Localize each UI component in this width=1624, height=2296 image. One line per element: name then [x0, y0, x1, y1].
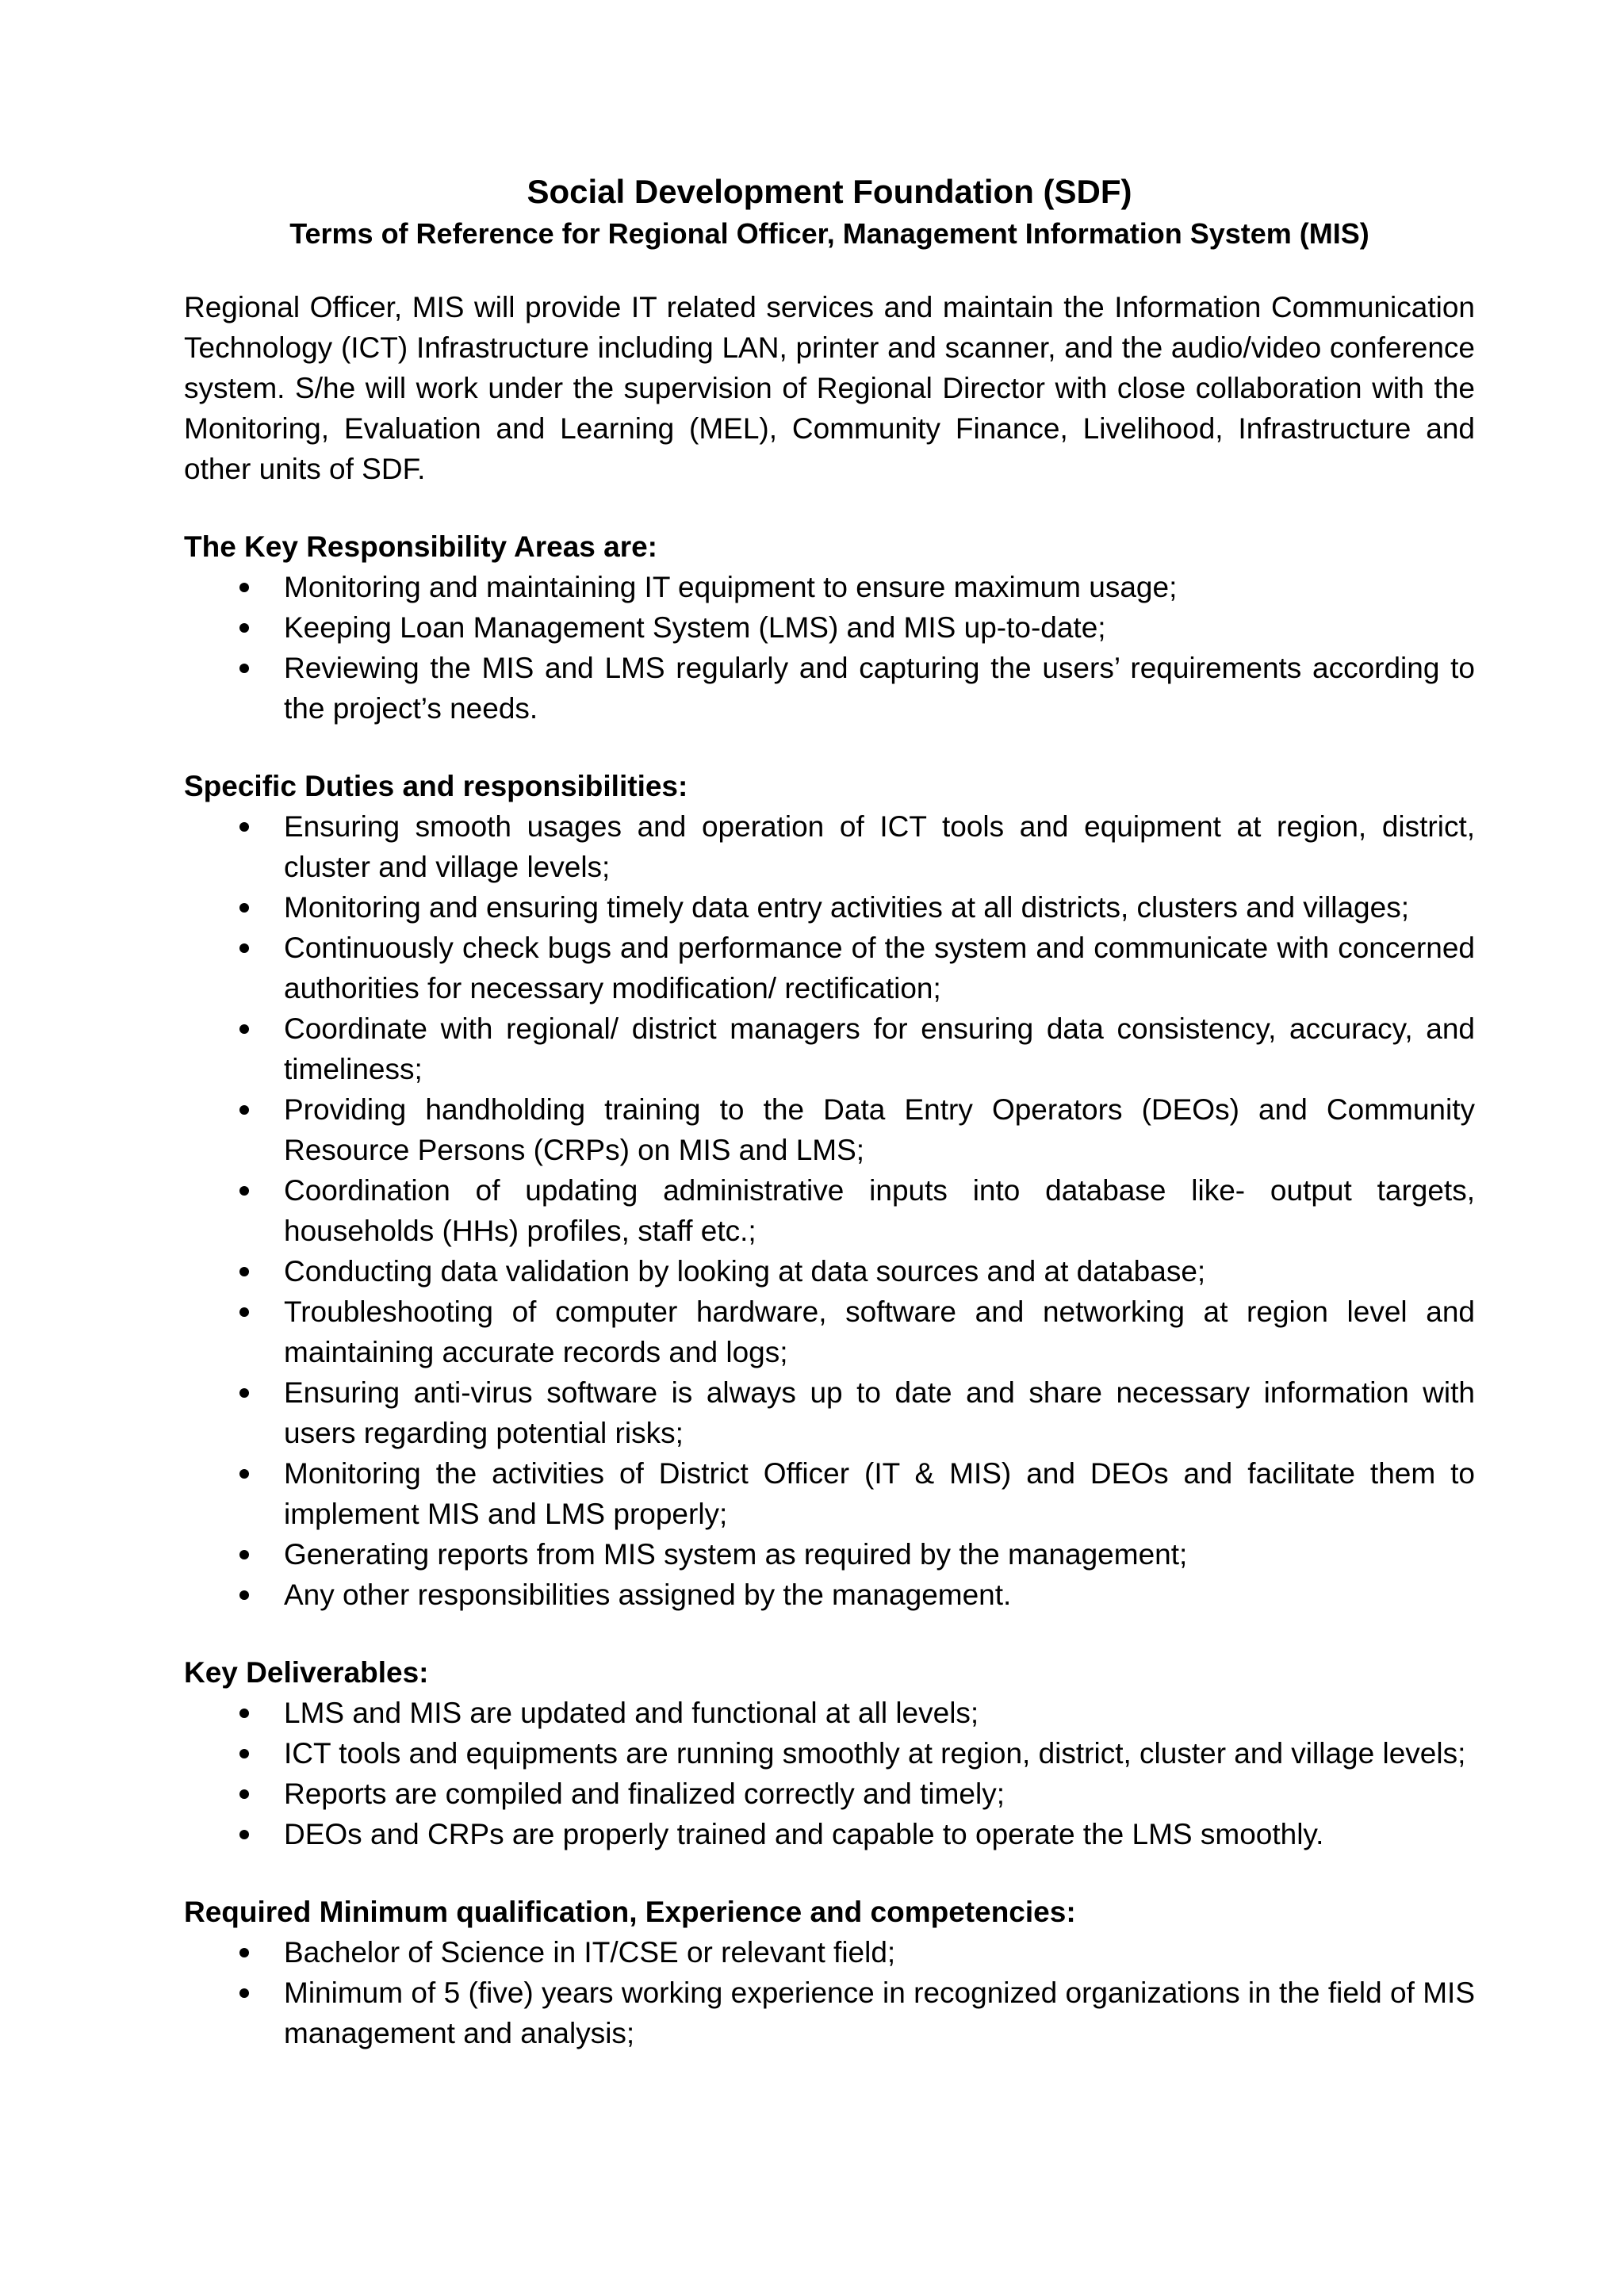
list-item: Any other responsibilities assigned by the management.: [184, 1575, 1475, 1615]
bullet-icon: [239, 1973, 263, 2013]
bullet-icon: [239, 1693, 263, 1733]
list-item: Generating reports from MIS system as required by the management;: [184, 1534, 1475, 1575]
key-responsibility-list: [184, 567, 1475, 729]
intro-paragraph: Regional Officer, MIS will provide IT related services and maintain the Information Communication Technology (ICT) Infrastructure including LAN, printer and scanner, and the audio/video conference system. S/he will work under the supervision of Regional Director with close collaboration with the Monitoring, Evaluation and Learning (MEL), Community Finance, Livelihood, Infrastructure and other units of SDF.: [184, 291, 1475, 485]
list-item: Providing handholding training to the Data Entry Operators (DEOs) and Community Resource Persons (CRPs) on MIS and LMS;: [184, 1089, 1475, 1170]
list-item: Bachelor of Science in IT/CSE or relevant field;: [184, 1932, 1475, 1973]
specific-duties-list: [184, 806, 1475, 1615]
bullet-icon: [239, 806, 263, 847]
bullet-icon: [239, 1774, 263, 1814]
list-item: LMS and MIS are updated and functional at all levels;: [184, 1693, 1475, 1733]
bullet-icon: [239, 1089, 263, 1130]
bullet-icon: [239, 607, 263, 648]
list-item: Ensuring anti-virus software is always up to date and share necessary information with users regarding potential risks;: [184, 1372, 1475, 1453]
section-heading-key-responsibility-areas: The Key Responsibility Areas are:: [184, 530, 658, 563]
bullet-icon: [239, 1292, 263, 1332]
bullet-icon: [239, 887, 263, 928]
list-item: Monitoring and ensuring timely data entry activities at all districts, clusters and villages;: [184, 887, 1475, 928]
document-subtitle: Terms of Reference for Regional Officer, Management Information System (MIS): [289, 217, 1369, 250]
list-item: Coordinate with regional/ district managers for ensuring data consistency, accuracy, and timeliness;: [184, 1008, 1475, 1089]
list-item: Monitoring the activities of District Officer (IT & MIS) and DEOs and facilitate them to implement MIS and LMS properly;: [184, 1453, 1475, 1534]
bullet-icon: [239, 648, 263, 688]
list-item: Keeping Loan Management System (LMS) and MIS up-to-date;: [184, 607, 1475, 648]
bullet-icon: [239, 1170, 263, 1211]
list-item: Reviewing the MIS and LMS regularly and capturing the users’ requirements according to the project’s needs.: [184, 648, 1475, 729]
bullet-icon: [239, 1453, 263, 1494]
bullet-icon: [239, 1733, 263, 1774]
list-item: Monitoring and maintaining IT equipment to ensure maximum usage;: [184, 567, 1475, 607]
bullet-icon: [239, 1575, 263, 1615]
bullet-icon: [239, 567, 263, 607]
list-item: Coordination of updating administrative inputs into database like- output targets, households (HHs) profiles, staff etc.;: [184, 1170, 1475, 1251]
bullet-icon: [239, 1814, 263, 1854]
bullet-icon: [239, 1372, 263, 1413]
list-item: Ensuring smooth usages and operation of ICT tools and equipment at region, district, cluster and village levels;: [184, 806, 1475, 887]
list-item: Minimum of 5 (five) years working experience in recognized organizations in the field of MIS management and analysis;: [184, 1973, 1475, 2053]
key-deliverables-list: [184, 1693, 1475, 1854]
bullet-icon: [239, 1251, 263, 1292]
section-heading-key-deliverables: Key Deliverables:: [184, 1656, 429, 1689]
list-item: DEOs and CRPs are properly trained and capable to operate the LMS smoothly.: [184, 1814, 1475, 1854]
document-page: [184, 170, 1475, 2053]
list-item: ICT tools and equipments are running smoothly at region, district, cluster and village levels;: [184, 1733, 1475, 1774]
list-item: Conducting data validation by looking at data sources and at database;: [184, 1251, 1475, 1292]
bullet-icon: [239, 1534, 263, 1575]
bullet-icon: [239, 1008, 263, 1049]
document-title: Social Development Foundation (SDF): [527, 173, 1132, 210]
qualification-list: [184, 1932, 1475, 2053]
section-heading-required-qualification: Required Minimum qualification, Experience and competencies:: [184, 1896, 1076, 1928]
list-item: Reports are compiled and finalized correctly and timely;: [184, 1774, 1475, 1814]
bullet-icon: [239, 928, 263, 968]
bullet-icon: [239, 1932, 263, 1973]
list-item: Continuously check bugs and performance of the system and communicate with concerned authorities for necessary modification/ rectification;: [184, 928, 1475, 1008]
list-item: Troubleshooting of computer hardware, software and networking at region level and maintaining accurate records and logs;: [184, 1292, 1475, 1372]
section-heading-specific-duties: Specific Duties and responsibilities:: [184, 770, 688, 802]
